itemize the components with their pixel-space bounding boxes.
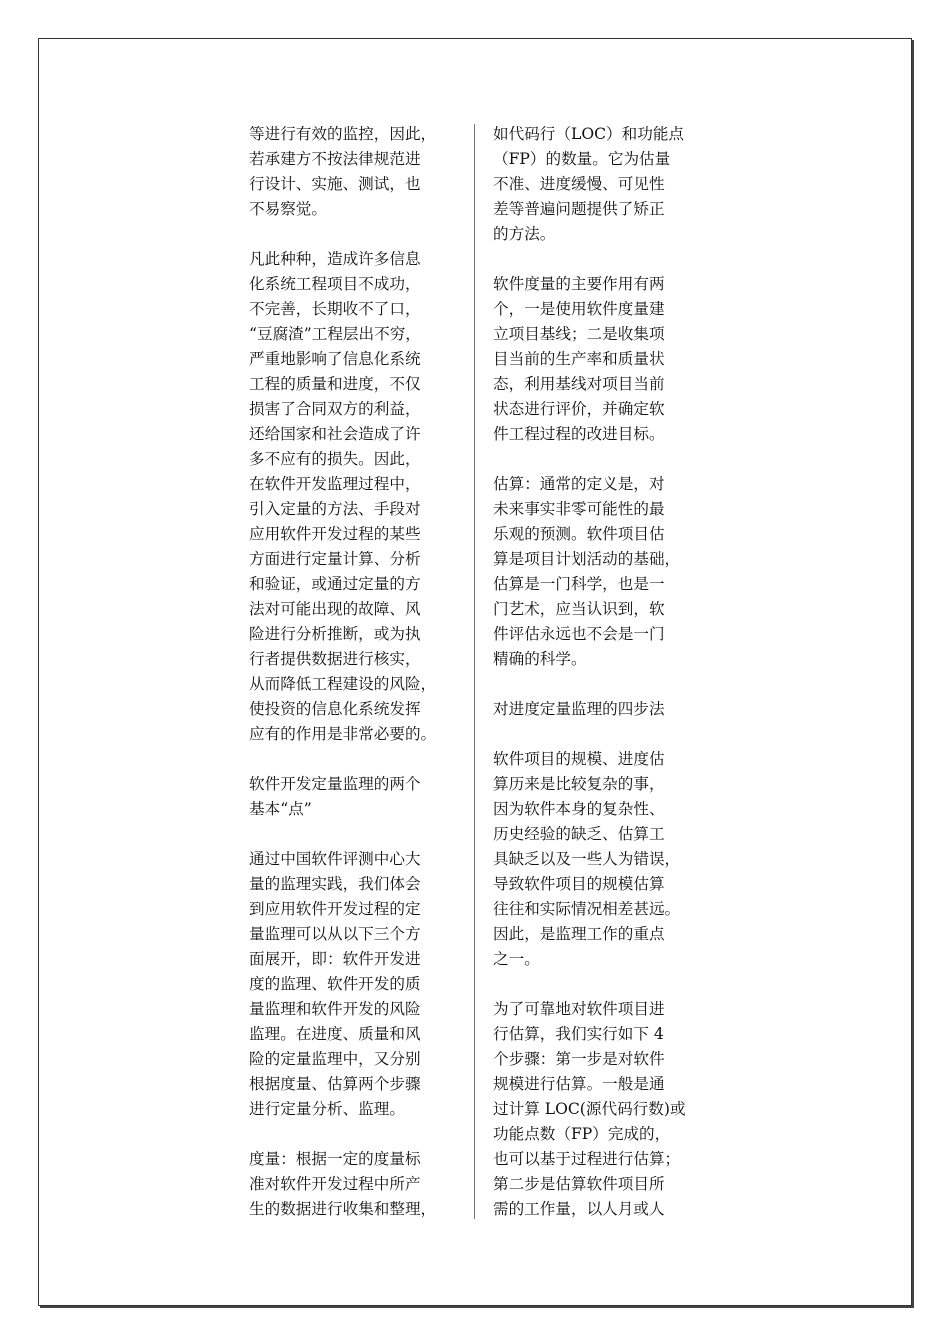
paragraph-gap	[493, 972, 698, 997]
paragraph	[493, 272, 698, 447]
paragraph-gap	[493, 722, 698, 747]
text-line: （FP）的数量。它为估量	[493, 150, 671, 168]
text-line: 门艺术，应当认识到，软	[493, 600, 665, 618]
text-line: 个，一是使用软件度量建	[493, 300, 665, 318]
text-line: 不易察觉。	[249, 200, 327, 218]
text-line: 等进行有效的监控，因此，	[249, 125, 437, 143]
paragraph-gap	[493, 247, 698, 272]
text-line: 和验证，或通过定量的方	[249, 575, 421, 593]
text-line: 行估算，我们实行如下 4	[493, 1025, 664, 1043]
text-line: 软件项目的规模、进度估	[493, 750, 665, 768]
text-line: 估算：通常的定义是，对	[493, 475, 665, 493]
paragraph	[249, 247, 454, 747]
text-line: 使投资的信息化系统发挥	[249, 700, 421, 718]
text-line: 还给国家和社会造成了许	[249, 425, 421, 443]
text-line: 从而降低工程建设的风险，	[249, 675, 437, 693]
text-line: 态，利用基线对项目当前	[493, 375, 665, 393]
paragraph	[249, 772, 454, 822]
text-line: 险的定量监理中，又分别	[249, 1050, 421, 1068]
text-line: 个步骤：第一步是对软件	[493, 1050, 665, 1068]
paragraph	[493, 697, 698, 722]
text-line: 算历来是比较复杂的事，	[493, 775, 665, 793]
text-line: 导致软件项目的规模估算	[493, 875, 665, 893]
text-line: 未来事实非零可能性的最	[493, 500, 665, 518]
text-line: 进行定量分析、监理。	[249, 1100, 405, 1118]
text-line: 严重地影响了信息化系统	[249, 350, 421, 368]
text-line: 面展开，即：软件开发进	[249, 950, 421, 968]
paragraph-gap	[249, 222, 454, 247]
page-frame	[38, 38, 912, 1306]
text-line: 如代码行（LOC）和功能点	[493, 125, 685, 143]
text-line: 的方法。	[493, 225, 556, 243]
text-line: 件评估永远也不会是一门	[493, 625, 665, 643]
text-line: 对进度定量监理的四步法	[493, 700, 665, 718]
text-line: 工程的质量和进度，不仅	[249, 375, 421, 393]
text-line: 度量：根据一定的度量标	[249, 1150, 421, 1168]
text-line: 精确的科学。	[493, 650, 587, 668]
text-line: 历史经验的缺乏、估算工	[493, 825, 665, 843]
text-line: 因此，是监理工作的重点	[493, 925, 665, 943]
text-line: 监理。在进度、质量和风	[249, 1025, 421, 1043]
text-line: 准对软件开发过程中所产	[249, 1175, 421, 1193]
paragraph	[493, 122, 698, 247]
paragraph	[493, 747, 698, 972]
paragraph-gap	[249, 822, 454, 847]
text-line: 规模进行估算。一般是通	[493, 1075, 665, 1093]
left-column	[249, 122, 454, 1222]
text-line: “豆腐渣”工程层出不穷，	[249, 325, 421, 343]
text-line: 根据度量、估算两个步骤	[249, 1075, 421, 1093]
column-divider	[474, 124, 475, 1219]
paragraph-gap	[249, 747, 454, 772]
text-line: 法对可能出现的故障、风	[249, 600, 421, 618]
right-column	[493, 122, 698, 1222]
text-line: 功能点数（FP）完成的，	[493, 1125, 671, 1143]
text-line: 往往和实际情况相差甚远。	[493, 900, 681, 918]
text-line: 需的工作量，以人月或人	[493, 1200, 665, 1218]
text-line: 不准、进度缓慢、可见性	[493, 175, 665, 193]
text-line: 行设计、实施、测试，也	[249, 175, 421, 193]
text-line: 凡此种种，造成许多信息	[249, 250, 421, 268]
paragraph	[493, 997, 698, 1222]
text-line: 生的数据进行收集和整理，	[249, 1200, 437, 1218]
text-line: 量监理可以从以下三个方	[249, 925, 421, 943]
text-line: 件工程过程的改进目标。	[493, 425, 665, 443]
text-line: 通过中国软件评测中心大	[249, 850, 421, 868]
text-line: 为了可靠地对软件项目进	[493, 1000, 665, 1018]
text-line: 险进行分析推断，或为执	[249, 625, 421, 643]
text-line: 方面进行定量计算、分析	[249, 550, 421, 568]
text-line: 不完善，长期收不了口，	[249, 300, 421, 318]
text-line: 量的监理实践，我们体会	[249, 875, 421, 893]
text-line: 之一。	[493, 950, 540, 968]
text-line: 到应用软件开发过程的定	[249, 900, 421, 918]
paragraph-gap	[249, 1122, 454, 1147]
text-line: 若承建方不按法律规范进	[249, 150, 421, 168]
text-line: 立项目基线；二是收集项	[493, 325, 665, 343]
text-line: 因为软件本身的复杂性、	[493, 800, 665, 818]
paragraph-gap	[493, 672, 698, 697]
text-line: 也可以基于过程进行估算；	[493, 1150, 681, 1168]
text-line: 软件度量的主要作用有两	[493, 275, 665, 293]
text-line: 状态进行评价，并确定软	[493, 400, 665, 418]
text-line: 过计算 LOC(源代码行数)或	[493, 1100, 686, 1118]
text-line: 基本“点”	[249, 800, 312, 818]
text-line: 化系统工程项目不成功，	[249, 275, 421, 293]
text-line: 在软件开发监理过程中，	[249, 475, 421, 493]
text-line: 度的监理、软件开发的质	[249, 975, 421, 993]
paragraph-gap	[493, 447, 698, 472]
text-line: 引入定量的方法、手段对	[249, 500, 421, 518]
paragraph	[249, 847, 454, 1122]
text-line: 多不应有的损失。因此，	[249, 450, 421, 468]
text-line: 差等普遍问题提供了矫正	[493, 200, 665, 218]
text-line: 损害了合同双方的利益，	[249, 400, 421, 418]
text-line: 具缺乏以及一些人为错误，	[493, 850, 681, 868]
paragraph	[249, 1147, 454, 1222]
text-line: 应用软件开发过程的某些	[249, 525, 421, 543]
text-line: 目当前的生产率和质量状	[493, 350, 665, 368]
paragraph	[493, 472, 698, 672]
text-line: 第二步是估算软件项目所	[493, 1175, 665, 1193]
text-line: 估算是一门科学，也是一	[493, 575, 665, 593]
text-line: 量监理和软件开发的风险	[249, 1000, 421, 1018]
text-line: 行者提供数据进行核实，	[249, 650, 421, 668]
text-line: 算是项目计划活动的基础，	[493, 550, 681, 568]
text-line: 应有的作用是非常必要的。	[249, 725, 437, 743]
paragraph	[249, 122, 454, 222]
text-line: 乐观的预测。软件项目估	[493, 525, 665, 543]
text-line: 软件开发定量监理的两个	[249, 775, 421, 793]
